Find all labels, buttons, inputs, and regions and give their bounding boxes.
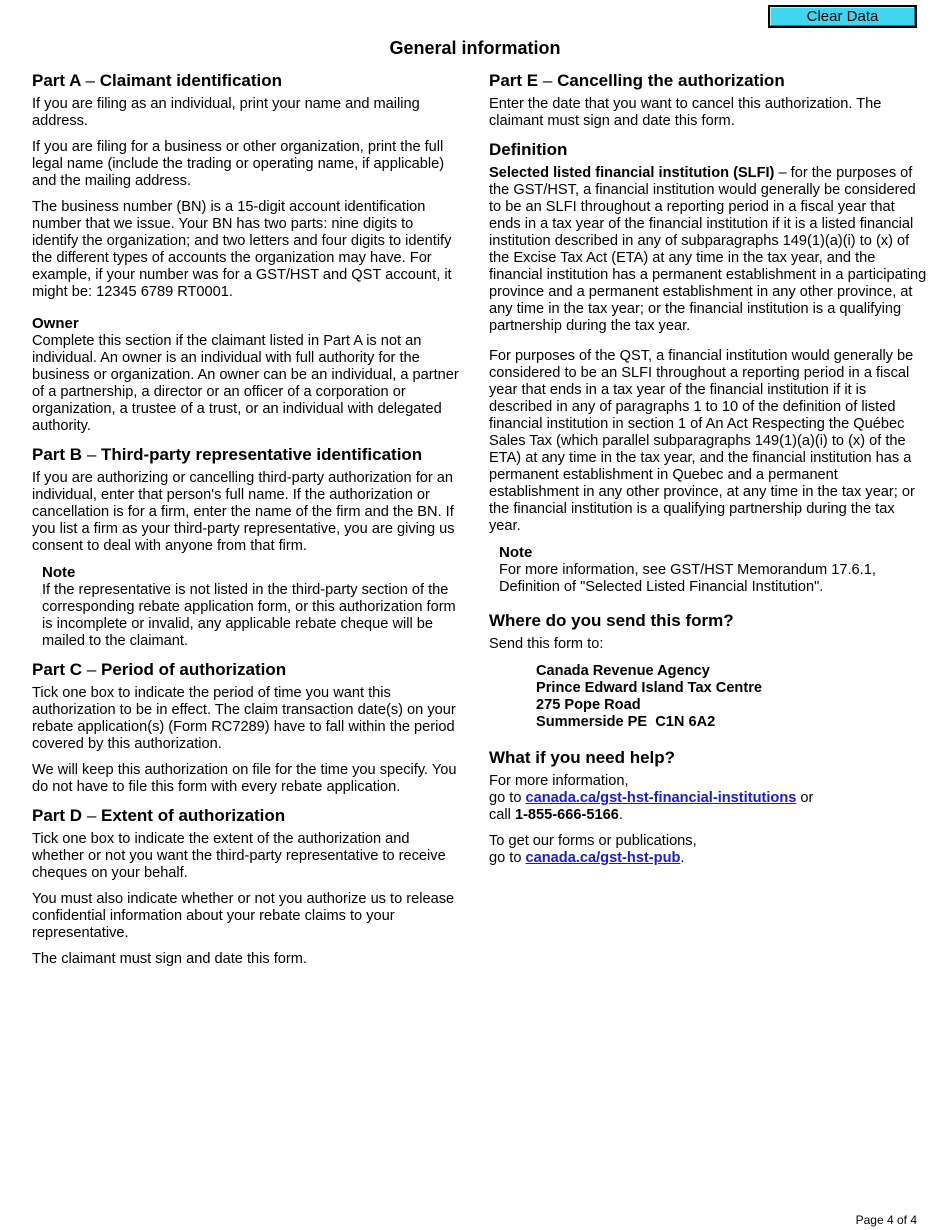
help-text-2: To get our forms or publications, go to canada.ca/gst-hst-pub. [489, 833, 697, 866]
definition-text-1: Selected listed financial institution (SLFI) – for the purposes of the GST/HST, a financial institution would generally be considered to be an SLFI throughout a reporting period in a fiscal year that ends in a tax year of the financial institution if it is a listed financial institution described in any of subparagraphs 149(1)(a)(i) to (x) of the Excise Tax Act (ETA) at any time in the tax year, and the financial institution has a permanent establishment in a participating province and a permanent establishment in any other province, at any time in the tax year; or the financial institution is a qualifying partnership during the tax year. [489, 165, 927, 334]
part-a-text-3: The business number (BN) is a 15-digit account identification number that we issue. Your BN has two parts: nine digits to identify the organization; and two letters and four digits to identify the different types of accounts the organization may have. For example, if your number was for a GST/HST and QST account, it might be: 12345 6789 RT0001. [32, 199, 452, 300]
part-d-text-3: The claimant must sign and date this form. [32, 951, 307, 967]
clear-data-button[interactable]: Clear Data [768, 5, 917, 28]
address-line: Canada Revenue Agency [536, 663, 710, 679]
part-b-section [32, 444, 462, 650]
owner-text: Complete this section if the claimant listed in Part A is not an individual. An owner is an individual with full authority for the business or organization. An owner can be an individual, a partner of a partnership, a director or an officer of a corporation or organization, a trustee of a trust, or an individual with delegated authority. [32, 333, 459, 434]
part-b-note-heading: Note [42, 564, 76, 581]
help-section [489, 747, 929, 867]
definition-note [489, 544, 929, 596]
definition-text-2: For purposes of the QST, a financial institution would generally be considered to be an SLFI throughout a reporting period in a fiscal year that ends in a tax year of the financial institution if it is described in any of paragraphs 1 to 10 of the definition of listed financial institution in section 1 of An Act Respecting the Québec Sales Tax (which parallel subparagraphs 149(1)(a)(i) to (x) of the ETA) at any time in the tax year, and the financial institution has a permanent establishment in Quebec and a permanent establishment in any other province, at any time in the tax year; or the financial institution is a qualifying partnership during the tax year. [489, 348, 915, 534]
page-number: Page 4 of 4 [855, 1213, 917, 1227]
owner-heading: Owner [32, 315, 79, 332]
phone-number: 1-855-666-5166 [514, 807, 619, 823]
part-c-section [32, 659, 462, 796]
part-d-section [32, 805, 462, 968]
publications-link[interactable]: canada.ca/gst-hst-pub [525, 850, 681, 866]
part-b-note [32, 564, 462, 650]
owner-section [32, 315, 462, 435]
part-c-text-2: We will keep this authorization on file for the time you specify. You do not have to file this form with every rebate application. [32, 762, 457, 795]
part-a-section [32, 70, 462, 301]
help-heading: What if you need help? [489, 748, 676, 767]
definition-heading: Definition [489, 140, 568, 159]
address-line: Summerside PE C1N 6A2 [536, 714, 716, 730]
part-a-heading: Part A – Claimant identification [32, 71, 283, 90]
part-d-text-2: You must also indicate whether or not you authorize us to release confidential information about your rebate claims to your representative. [32, 891, 455, 941]
part-e-heading: Part E – Cancelling the authorization [489, 71, 785, 90]
help-text-1: For more information, go to canada.ca/gst-hst-financial-institutions or call 1-855-666-5166. [489, 773, 814, 823]
part-b-text-1: If you are authorizing or cancelling third-party authorization for an individual, enter that person's full name. If the authorization or cancellation is for a firm, enter the name of the firm and the BN. If you list a firm as your third-party representative, you are giving us consent to deal with anyone from that firm. [32, 470, 455, 554]
definition-note-heading: Note [499, 544, 533, 561]
part-b-note-text: If the representative is not listed in the third-party section of the corresponding rebate application form, or this authorization form is incomplete or invalid, any applicable rebate cheque will be mailed to the claimant. [42, 582, 456, 649]
page-title: General information [389, 38, 561, 58]
address-line: Prince Edward Island Tax Centre [536, 680, 763, 696]
send-intro: Send this form to: [489, 636, 604, 652]
part-a-text-1: If you are filing as an individual, print your name and mailing address. [32, 96, 420, 129]
part-a-text-2: If you are filing for a business or other organization, print the full legal name (include the trading or operating name, if applicable) and the mailing address. [32, 139, 445, 189]
mailing-address [489, 663, 929, 731]
financial-institutions-link[interactable]: canada.ca/gst-hst-financial-institutions [525, 790, 797, 806]
left-column [32, 70, 462, 977]
right-column [489, 70, 929, 876]
definition-note-text: For more information, see GST/HST Memorandum 17.6.1, Definition of "Selected Listed Financial Institution". [499, 562, 876, 595]
send-section [489, 610, 929, 731]
part-e-section [489, 70, 929, 130]
definition-section [489, 139, 929, 596]
send-heading: Where do you send this form? [489, 611, 734, 630]
address-line: 275 Pope Road [536, 697, 641, 713]
part-e-text: Enter the date that you want to cancel this authorization. The claimant must sign and date this form. [489, 96, 882, 129]
part-b-heading: Part B – Third-party representative identification [32, 445, 423, 464]
part-d-text-1: Tick one box to indicate the extent of the authorization and whether or not you want the third-party representative to receive cheques on your behalf. [32, 831, 446, 881]
part-c-text-1: Tick one box to indicate the period of time you want this authorization to be in effect. The claim transaction date(s) on your rebate application(s) (Form RC7289) have to fall within the period covered by this authorization. [32, 685, 456, 752]
part-c-heading: Part C – Period of authorization [32, 660, 287, 679]
part-d-heading: Part D – Extent of authorization [32, 806, 286, 825]
slfi-term: Selected listed financial institution (SLFI) [489, 165, 775, 181]
